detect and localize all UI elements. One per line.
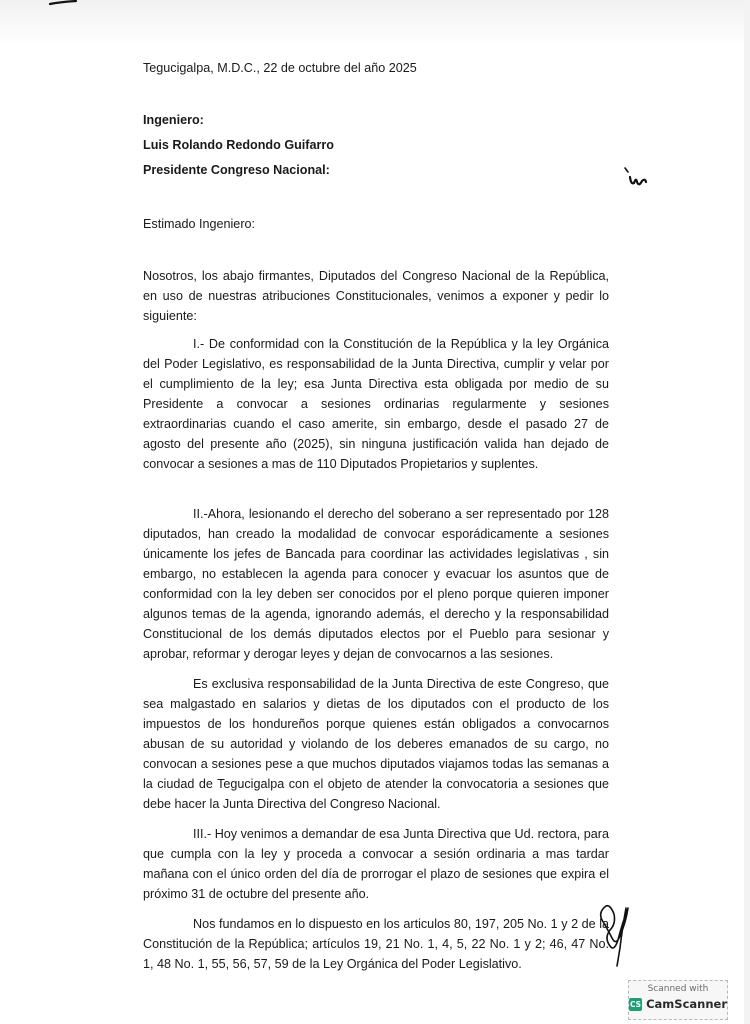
camscanner-watermark [628,980,728,1020]
paragraph-legal-basis: Nos fundamos en lo dispuesto en los articulos 80, 197, 205 No. 1 y 2 de la Constitución de la República; artículos 19, 21 No. 1, 4, 5, 22 No. 1 y 2; 46, 47 No. 1, 48 No. 1, 55, 56, 57, 59 de la Ley Orgánica del Poder Legislativo. [143,917,609,971]
scanned-with-label: Scanned with [647,984,709,994]
recipient-name: Luis Rolando Redondo Guifarro [143,138,334,152]
place-date: Tegucigalpa, M.D.C., 22 de octubre del año 2025 [143,61,417,75]
paragraph-responsibility: Es exclusiva responsabilidad de la Junta Directiva de este Congreso, que sea malgastado en salarios y dietas de los diputados con el producto de los impuestos de los hondureños porque quienes están obligados a convocarnos abusan de su autoridad y violando de los deberes emanados de su cargo, no convocan a sesiones pese a que muchos diputados viajamos todas las semanas a la ciudad de Tegucigalpa con el objeto de atender la convocatoria a sesiones que debe hacer la Junta Directiva del Congreso Nacional. [143,677,609,811]
salutation: Estimado Ingeniero: [143,217,256,231]
recipient-position: Presidente Congreso Nacional: [143,163,330,177]
camscanner-logo-icon: CS [630,999,642,1009]
handwritten-signature [596,900,636,970]
scan-right-edge [744,0,750,1024]
scan-top-shadow [0,0,750,45]
intro-paragraph: Nosotros, los abajo firmantes, Diputados del Congreso Nacional de la República, en uso de nuestras atribuciones Constitucionales, venimos a exponer y pedir lo siguiente: [143,269,609,323]
pen-mark-corner [48,0,78,8]
recipient-title: Ingeniero: [143,113,204,127]
handwritten-initial-mark [622,165,650,191]
paragraph-iii: III.- Hoy venimos a demandar de esa Junta Directiva que Ud. rectora, para que cumpla con la ley y proceda a convocar a sesión ordinaria a mas tardar mañana con el único orden del día de prorrogar el plazo de sesiones que expira el próximo 31 de octubre del presente año. [143,827,609,901]
paragraph-i: I.- De conformidad con la Constitución de la República y la ley Orgánica del Poder Legislativo, es responsabilidad de la Junta Directiva, cumplir y velar por el cumplimiento de la ley; esa Junta Directiva esta obligada por medio de su Presidente a convocar a sesiones ordinarias regularmente y sesiones extraordinarias cuando el caso amerite, sin embargo, desde el pasado 27 de agosto del presente año (2025), sin ninguna justificación valida han dejado de convocar a sesiones a mas de 110 Diputados Propietarios y suplentes. [143,337,609,471]
letter-page [143,58,609,974]
paragraph-ii: II.-Ahora, lesionando el derecho del soberano a ser representado por 128 diputados, han creado la modalidad de convocar esporádicamente a sesiones únicamente los jefes de Bancada para coordinar las actividades legislativas , sin embargo, no establecen la agenda para conocer y evacuar los asuntos que de conformidad con la ley deben ser conocidos por el pleno porque quieren imponer algunos temas de la agenda, ignorando además, el derecho y la responsabilidad Constitucional de los demás diputados electos por el Pueblo para sesionar y aprobar, reformar y derogar leyes y dejan de convocarnos a las sesiones. [143,507,609,661]
camscanner-brand: CamScanner [646,997,727,1011]
